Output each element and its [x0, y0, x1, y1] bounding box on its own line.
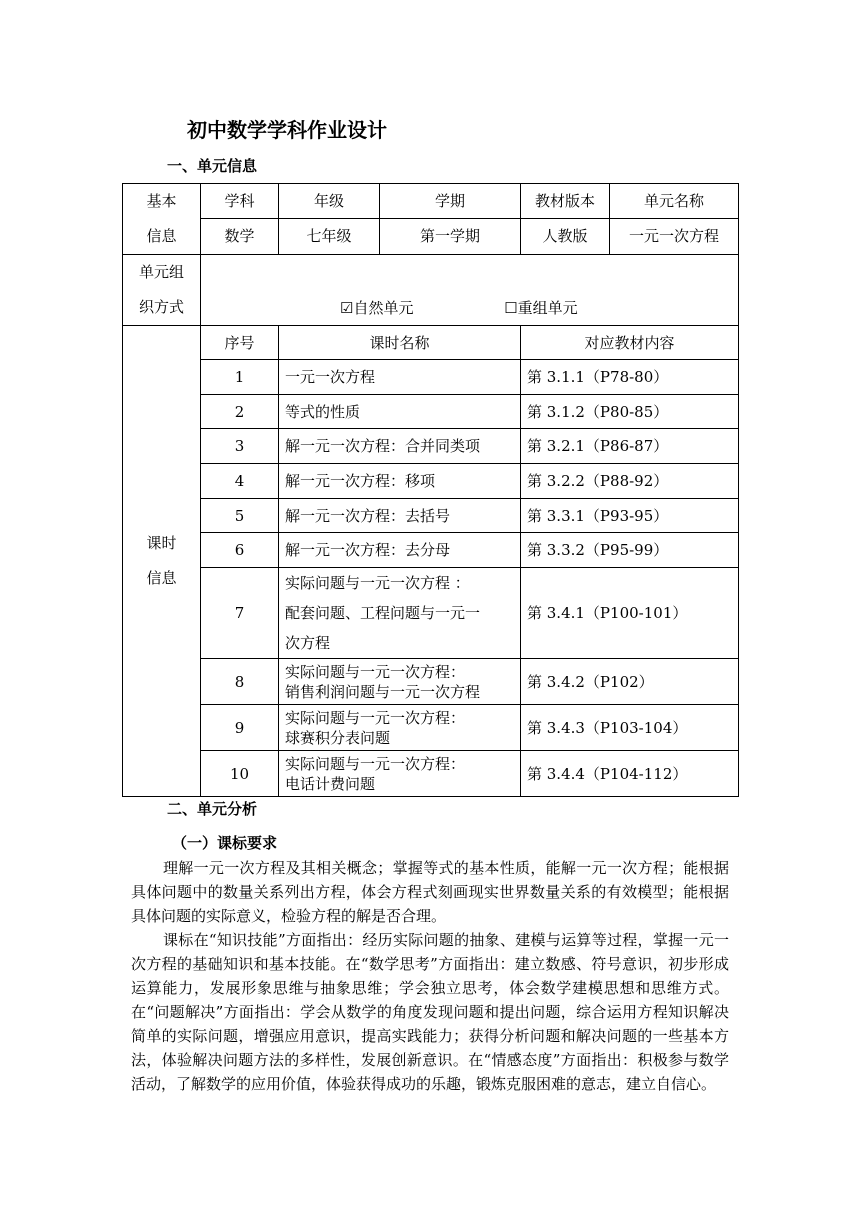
lesson-name-line1: 实际问题与一元一次方程 ： [285, 574, 470, 592]
header-subject: 学科 [201, 184, 279, 219]
basic-info-label-line1: 基本 [146, 192, 177, 210]
regroup-unit-checkbox[interactable]: ☐重组单元 [504, 299, 578, 317]
value-semester: 第一学期 [380, 218, 521, 254]
lesson-content: 第 3.4.2（P102） [521, 659, 739, 705]
section-unit-analysis-heading: 二、单元分析 [167, 800, 258, 818]
lesson-name-line1: 实际问题与一元一次方程： [285, 662, 466, 681]
value-grade: 七年级 [279, 218, 380, 254]
paragraph-curriculum-details: 课标在“知识技能”方面指出：经历实际问题的抽象、建模与运算等过程，掌握一元一次方程的基础知识和基本技能。在“数学思考”方面指出：建立数感、符号意识，初步形成运算能力，发展形象思维与抽象思维；学会独立思考，体会数学建模思想和思维方式。在“问题解决”方面指出：学会从数学的角度发现问题和提出问题，综合运用方程知识解决简单的实际问题，增强应用意识，提高实践能力；获得分析问题和解决问题的一些基本方法，体验解决问题方法的多样性，发展创新意识。在“情感态度”方面指出：积极参与数学活动，了解数学的应用价值，体验获得成功的乐趣，锻炼克服困难的意志，建立自信心。 [131, 931, 729, 1093]
section-unit-info-heading: 一、单元信息 [167, 157, 258, 175]
table-row [123, 659, 739, 705]
lesson-info-label-line2: 信息 [146, 569, 177, 587]
table-row [123, 429, 739, 464]
lesson-number: 2 [201, 395, 279, 429]
lesson-number: 9 [201, 705, 279, 751]
table-row [123, 751, 739, 797]
table-row [123, 360, 739, 395]
lesson-number: 8 [201, 659, 279, 705]
lesson-number: 5 [201, 499, 279, 533]
header-number: 序号 [201, 326, 279, 360]
lesson-name-line2: 配套问题、工程问题与一元一 [285, 604, 481, 622]
lesson-number: 4 [201, 464, 279, 499]
header-lesson-name: 课时名称 [279, 326, 521, 360]
organization-label-line1: 单元组 [138, 263, 184, 281]
lesson-content: 第 3.4.1（P100-101） [521, 568, 739, 659]
header-unit-name: 单元名称 [610, 184, 739, 219]
lesson-content: 第 3.4.3（P103-104） [521, 705, 739, 751]
unit-info-table [122, 183, 739, 797]
lesson-name: 解一元一次方程：去括号 [279, 499, 521, 533]
table-row [123, 533, 739, 568]
lesson-name-line3: 次方程 [285, 634, 331, 652]
header-semester: 学期 [380, 184, 521, 219]
organization-label-line2: 织方式 [138, 298, 184, 316]
document-title: 初中数学学科作业设计 [187, 118, 387, 142]
subsection-curriculum-heading: （一）课标要求 [172, 834, 278, 852]
lesson-number: 7 [201, 568, 279, 659]
lesson-content: 第 3.1.1（P78-80） [521, 360, 739, 395]
organization-label [123, 255, 201, 326]
header-textbook: 教材版本 [521, 184, 610, 219]
basic-info-label-line2: 信息 [146, 227, 177, 245]
lesson-name-line1: 实际问题与一元一次方程： [285, 708, 466, 727]
table-row [123, 568, 739, 659]
natural-unit-checkbox[interactable]: ☑自然单元 [340, 299, 414, 317]
lesson-name [279, 705, 521, 751]
lesson-number: 3 [201, 429, 279, 464]
lesson-number: 1 [201, 360, 279, 395]
lesson-number: 10 [201, 751, 279, 797]
organization-options [201, 255, 739, 326]
lessons-header-row [123, 326, 739, 360]
lesson-name-line1: 实际问题与一元一次方程： [285, 754, 466, 773]
lesson-content: 第 3.4.4（P104-112） [521, 751, 739, 797]
lesson-content: 第 3.1.2（P80-85） [521, 395, 739, 429]
value-unit-name: 一元一次方程 [610, 218, 739, 254]
lesson-name [279, 751, 521, 797]
paragraph-curriculum-requirements: 理解一元一次方程及其相关概念；掌握等式的基本性质，能解一元一次方程；能根据具体问题中的数量关系列出方程，体会方程式刻画现实世界数量关系的有效模型；能根据具体问题的实际意义，检验方程的解是否合理。 [131, 859, 729, 925]
basic-info-label [123, 184, 201, 255]
table-row [123, 499, 739, 533]
lesson-content: 第 3.2.1（P86-87） [521, 429, 739, 464]
basic-header-row [123, 184, 739, 219]
lesson-name-line2: 销售利润问题与一元一次方程 [285, 682, 481, 701]
header-textbook-content: 对应教材内容 [521, 326, 739, 360]
value-textbook: 人教版 [521, 218, 610, 254]
lesson-number: 6 [201, 533, 279, 568]
lesson-name [279, 568, 521, 659]
lesson-name [279, 659, 521, 705]
lesson-name-line2: 球赛积分表问题 [285, 728, 391, 747]
lesson-content: 第 3.3.1（P93-95） [521, 499, 739, 533]
organization-row [123, 255, 739, 326]
table-row [123, 395, 739, 429]
lesson-name: 解一元一次方程：合并同类项 [279, 429, 521, 464]
lesson-name: 一元一次方程 [279, 360, 521, 395]
value-subject: 数学 [201, 218, 279, 254]
lesson-name: 解一元一次方程：去分母 [279, 533, 521, 568]
header-grade: 年级 [279, 184, 380, 219]
lesson-content: 第 3.2.2（P88-92） [521, 464, 739, 499]
basic-value-row [123, 218, 739, 254]
lesson-info-label [123, 326, 201, 797]
table-row [123, 464, 739, 499]
lesson-info-label-line1: 课时 [146, 534, 177, 552]
table-row [123, 705, 739, 751]
lesson-name: 等式的性质 [279, 395, 521, 429]
lesson-name-line2: 电话计费问题 [285, 774, 376, 793]
lesson-name: 解一元一次方程：移项 [279, 464, 521, 499]
lesson-content: 第 3.3.2（P95-99） [521, 533, 739, 568]
